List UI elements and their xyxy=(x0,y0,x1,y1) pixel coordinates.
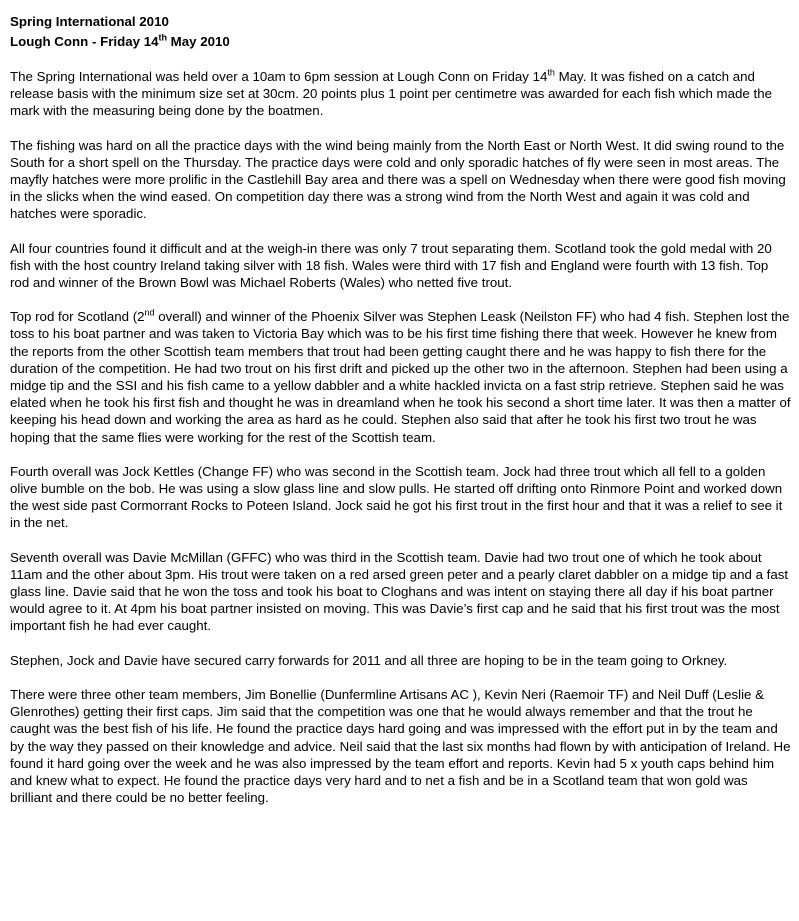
paragraph-text: Stephen, Jock and Davie have secured carry forwards for 2011 and all three are hoping to be in the team going to Orkney. xyxy=(10,652,728,668)
subtitle-text-end: May 2010 xyxy=(166,34,230,49)
paragraph-davie-mcmillan xyxy=(10,549,791,635)
paragraph-text-end: overall) and winner of the Phoenix Silver was Stephen Leask (Neilston FF) who had 4 fish. Stephen lost the toss to his boat partner and was taken to Victoria Bay which was to be his first time fishing there that week. However he knew from the reports from the other Scottish team members that trout had been getting caught there and he was happy to fish there for the duration of the competition. He had two trout on his first drift and picked up the other two in the afternoon. Stephen had been using a midge tip and the SSI and his fish came to a yellow dabbler and a white hackled invicta on a fast strip retrieve. Stephen said he was elated when he took his first fish and thought he was in dreamland when he took his second a short time later. It was then a matter of keeping his head down and working the area as hard as he could. Stephen also said that after he took his first two trout he was hoping that the same flies were working for the rest of the Scottish team. xyxy=(10,309,791,445)
paragraph-ordinal: nd xyxy=(144,307,155,318)
paragraph-stephen-leask xyxy=(10,308,791,446)
paragraph-text-end: May. It was fished on a catch and release basis with the minimum size set at 30cm. 20 points plus 1 point per centimetre was awarded for each fish which made the mark with the measuring being done by the boatmen. xyxy=(10,69,772,119)
paragraph-results xyxy=(10,240,791,292)
paragraph-text: Fourth overall was Jock Kettles (Change FF) who was second in the Scottish team. Jock had three trout which all fell to a golden olive bumble on the bob. He was using a slow glass line and slow pulls. He started off drifting onto Rinmore Point and worked down the west side past Cormorrant Rocks to Poteen Island. Jock said he got his first trout in the first hour and that it was a relief to see it in the net. xyxy=(10,463,783,531)
paragraph-conditions xyxy=(10,137,791,223)
paragraph-carry-forwards xyxy=(10,652,791,669)
paragraph-text: There were three other team members, Jim Bonellie (Dunfermline Artisans AC ), Kevin Neri (Raemoir TF) and Neil Duff (Leslie & Glenrothes) getting their first caps. Jim said that the competition was one that he would always remember and that the trout he caught was the best fish of his life. He found the practice days hard going and was impressed with the effort put in by the team and by the way they passed on their knowledge and advice. Neil said that the last six months had flown by with anticipation of Ireland. He found it hard going over the week and he was also impressed by the team effort and reports. Kevin had 5 x youth caps behind him and knew what to expect. He found the practice days very hard and to net a fish and be in a Scotland team that won gold was brilliant and there could be no better feeling. xyxy=(10,686,791,806)
document-title: Spring International 2010 xyxy=(10,14,169,29)
subtitle-text: Lough Conn - Friday 14 xyxy=(10,34,159,49)
paragraph-text: Top rod for Scotland (2 xyxy=(10,309,145,325)
paragraph-text: The Spring International was held over a 10am to 6pm session at Lough Conn on Friday 14 xyxy=(10,69,548,84)
paragraph-text: Seventh overall was Davie McMillan (GFFC) who was third in the Scottish team. Davie had two trout one of which he took about 11am and the other about 3pm. His trout were taken on a red arsed green peter and a pearly claret dabbler on a midge tip and a fast glass line. Davie said that he won the toss and took his boat to Cloghans and was intent on staying there all day if his boat partner would agree to it. At 4pm his boat partner insisted on moving. This was Davie’s first cap and he said that his first trout was the most important fish he had ever caught. xyxy=(10,549,789,634)
paragraph-intro xyxy=(10,68,791,120)
document-subtitle xyxy=(10,32,791,52)
paragraph-other-members xyxy=(10,686,791,806)
paragraph-text: All four countries found it difficult and at the weigh-in there was only 7 trout separating them. Scotland took the gold medal with 20 fish with the host country Ireland taking silver with 18 fish. Wales were third with 17 fish and England were fourth with 13 fish. Top rod and winner of the Brown Bowl was Michael Roberts (Wales) who netted five trout. xyxy=(10,240,772,291)
paragraph-text: The fishing was hard on all the practice days with the wind being mainly from the North East or North West. It did swing round to the South for a short spell on the Thursday. The practice days were cold and only sporadic hatches of fly were seen in most areas. The mayfly hatches were more prolific in the Castlehill Bay area and there was a spell on Wednesday when there were good fish moving in the slicks when the wind eased. On competition day there was a strong wind from the North West and again it was cold and hatches were sporadic. xyxy=(10,137,786,222)
subtitle-ordinal: th xyxy=(158,32,167,43)
paragraph-jock-kettles xyxy=(10,463,791,532)
paragraph-ordinal: th xyxy=(547,67,555,78)
